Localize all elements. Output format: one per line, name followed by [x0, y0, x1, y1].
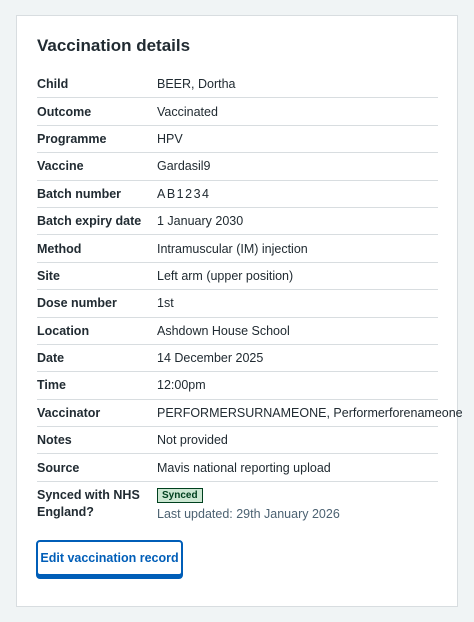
row-value: PERFORMERSURNAMEONE, Performerforenameone: [157, 405, 463, 420]
row-label: Method: [37, 241, 82, 256]
row-value: HPV: [157, 131, 183, 146]
row-value: Left arm (upper position): [157, 268, 294, 283]
row-label: Time: [37, 378, 66, 393]
row-label: Outcome: [37, 104, 92, 119]
row-value: 1st: [157, 296, 174, 311]
summary-row-location: [37, 318, 438, 345]
row-label: Programme: [37, 131, 107, 146]
row-label: Dose number: [37, 296, 117, 311]
last-updated-text: Last updated: 29th January 2026: [157, 506, 340, 521]
summary-list: [37, 71, 463, 528]
edit-vaccination-record-button[interactable]: Edit vaccination record: [36, 540, 183, 576]
row-value: AB1234: [157, 186, 211, 201]
summary-row-vaccine: [37, 153, 438, 180]
row-value: Gardasil9: [157, 159, 211, 174]
summary-row-date: [37, 345, 438, 372]
row-label: Notes: [37, 433, 72, 448]
row-label: Date: [37, 351, 65, 366]
summary-row-vaccinator: [37, 400, 463, 427]
summary-row-time: [37, 372, 438, 399]
row-value: Not provided: [157, 433, 228, 448]
summary-row-synced: [37, 482, 438, 528]
row-label: Vaccine: [37, 159, 84, 174]
vaccination-details-card: [16, 15, 463, 607]
row-value: Intramuscular (IM) injection: [157, 241, 308, 256]
summary-row-notes: [37, 427, 438, 454]
card-title: Vaccination details: [37, 36, 191, 55]
summary-row-programme: [37, 126, 438, 153]
row-value: Mavis national reporting upload: [157, 460, 331, 475]
summary-row-outcome: [37, 98, 438, 125]
row-value: Ashdown House School: [157, 323, 290, 338]
row-value: 14 December 2025: [157, 351, 264, 366]
row-value: BEER, Dortha: [157, 77, 236, 92]
row-value: Vaccinated: [157, 104, 218, 119]
row-label: Location: [37, 323, 90, 338]
sync-status: [157, 487, 340, 521]
summary-row-batch-number: [37, 181, 438, 208]
summary-row-dose-number: [37, 290, 438, 317]
row-label: Batch expiry date: [37, 214, 142, 229]
row-label: Source: [37, 460, 80, 475]
summary-row-batch-expiry-date: [37, 208, 438, 235]
row-label: Synced with NHS England?: [37, 487, 140, 519]
summary-row-method: [37, 235, 438, 262]
row-label: Site: [37, 268, 60, 283]
row-label: Vaccinator: [37, 405, 101, 420]
summary-row-source: [37, 454, 438, 481]
row-label: Batch number: [37, 186, 122, 201]
summary-row-site: [37, 263, 438, 290]
summary-row-child: [37, 71, 438, 98]
synced-badge: Synced: [157, 488, 203, 503]
row-value: 12:00pm: [157, 378, 206, 393]
row-value: 1 January 2030: [157, 214, 244, 229]
row-label: Child: [37, 77, 69, 92]
